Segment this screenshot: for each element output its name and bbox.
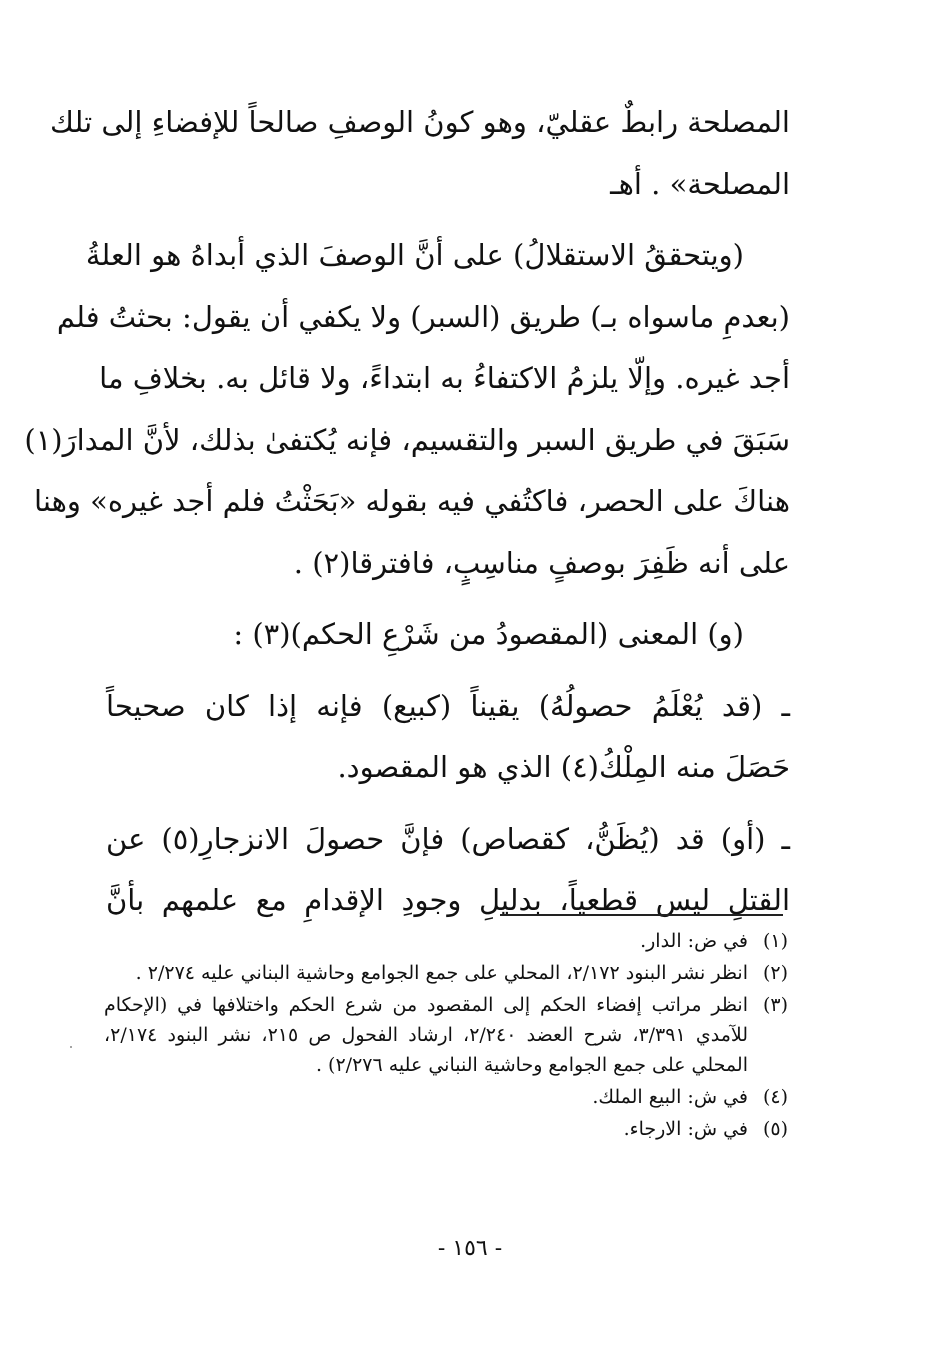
paragraph-3 — [106, 604, 790, 666]
text-line: (و) المعنى (المقصودُ من شَرْعِ الحكم)(٣) : — [233, 617, 744, 651]
text-line: (بعدمِ ماسواه بـ) طريق (السبر) ولا يكفي أن يقول: بحثتُ فلم — [56, 299, 790, 334]
footnote-text: انظر نشر البنود ٢/١٧٢، المحلي على جمع الجوامع وحاشية البناني عليه ٢/٢٧٤ . — [135, 962, 748, 984]
footnote-number: (١) — [762, 930, 788, 952]
text-line: المصلحة رابطٌ عقليّ، وهو كونُ الوصفِ صالحاً للإفضاءِ إلى تلك — [50, 105, 790, 139]
text-line: أجد غيره. وإلّا يلزمُ الاكتفاءُ به ابتداءً، ولا قائل به. بخلافِ ما — [99, 361, 790, 395]
main-text — [24, 92, 790, 932]
footnote-item — [104, 990, 788, 1080]
text-line: المصلحة» . أهـ — [610, 166, 790, 201]
scan-speck — [70, 1046, 72, 1048]
footnote-item — [104, 958, 788, 988]
footnote-number: (٢) — [762, 962, 788, 984]
text-line: القتلِ ليس قطعياً، بدليلِ وجودِ الإقدامِ مع علمهم بأنَّ — [106, 883, 790, 917]
text-line: ـ (قد يُعْلَمُ حصولُهُ) يقيناً (كبيع) فإنه إذا كان صحيحاً — [106, 688, 790, 723]
footnote-text: انظر مراتب إفضاء الحكم إلى المقصود من شرع الحكم واختلافها في (الإحكام للآمدي ٣/٣٩١، شرح العضد ٢/٢٤٠، ارشاد الفحول ص ٢١٥، نشر البنود ٢/١٧٤، المحلي على جمع الجوامع وحاشية النباني عليه ٢/٢٧٦) . — [104, 994, 749, 1076]
footnote-item — [104, 1082, 788, 1112]
footnote-divider — [500, 914, 783, 916]
text-line: سَبَقَ في طريق السبر والتقسيم، فإنه يُكتفىٰ بذلك، لأنَّ المدارَ(١) — [24, 422, 790, 457]
footnote-text: في ش: البيع الملك. — [592, 1086, 748, 1108]
paragraph-2 — [24, 225, 790, 594]
text-line: هناكَ على الحصر، فاكتُفي فيه بقوله «بَحَثْتُ فلم أجد غيره» وهنا — [34, 484, 790, 518]
page-number: - ١٥٦ - — [437, 1236, 503, 1261]
footnote-item — [104, 926, 788, 956]
footnote-number: (٤) — [762, 1086, 788, 1108]
text-line: ـ (أو) قد (يُظَنُّ، كقصاص) فإنَّ حصولَ الانزجارِ(٥) عن — [106, 821, 790, 856]
text-line: حَصَلَ منه المِلْكُ(٤) الذي هو المقصود. — [337, 750, 790, 784]
footnotes — [104, 926, 788, 1146]
footnote-item — [104, 1114, 788, 1144]
footnote-number: (٣) — [762, 994, 788, 1016]
paragraph-4 — [106, 676, 790, 799]
footnote-text: في ض: الدار. — [640, 930, 748, 952]
footnote-text: في ش: الارجاء. — [623, 1118, 748, 1140]
footnote-number: (٥) — [762, 1118, 788, 1140]
text-line: (ويتحققُ الاستقلالُ) على أنَّ الوصفَ الذي أبداهُ هو العلةُ — [85, 238, 744, 272]
text-line: على أنه ظَفِرَ بوصفٍ مناسِبٍ، فافترقا(٢) . — [293, 545, 790, 580]
paragraph-1 — [50, 92, 790, 215]
